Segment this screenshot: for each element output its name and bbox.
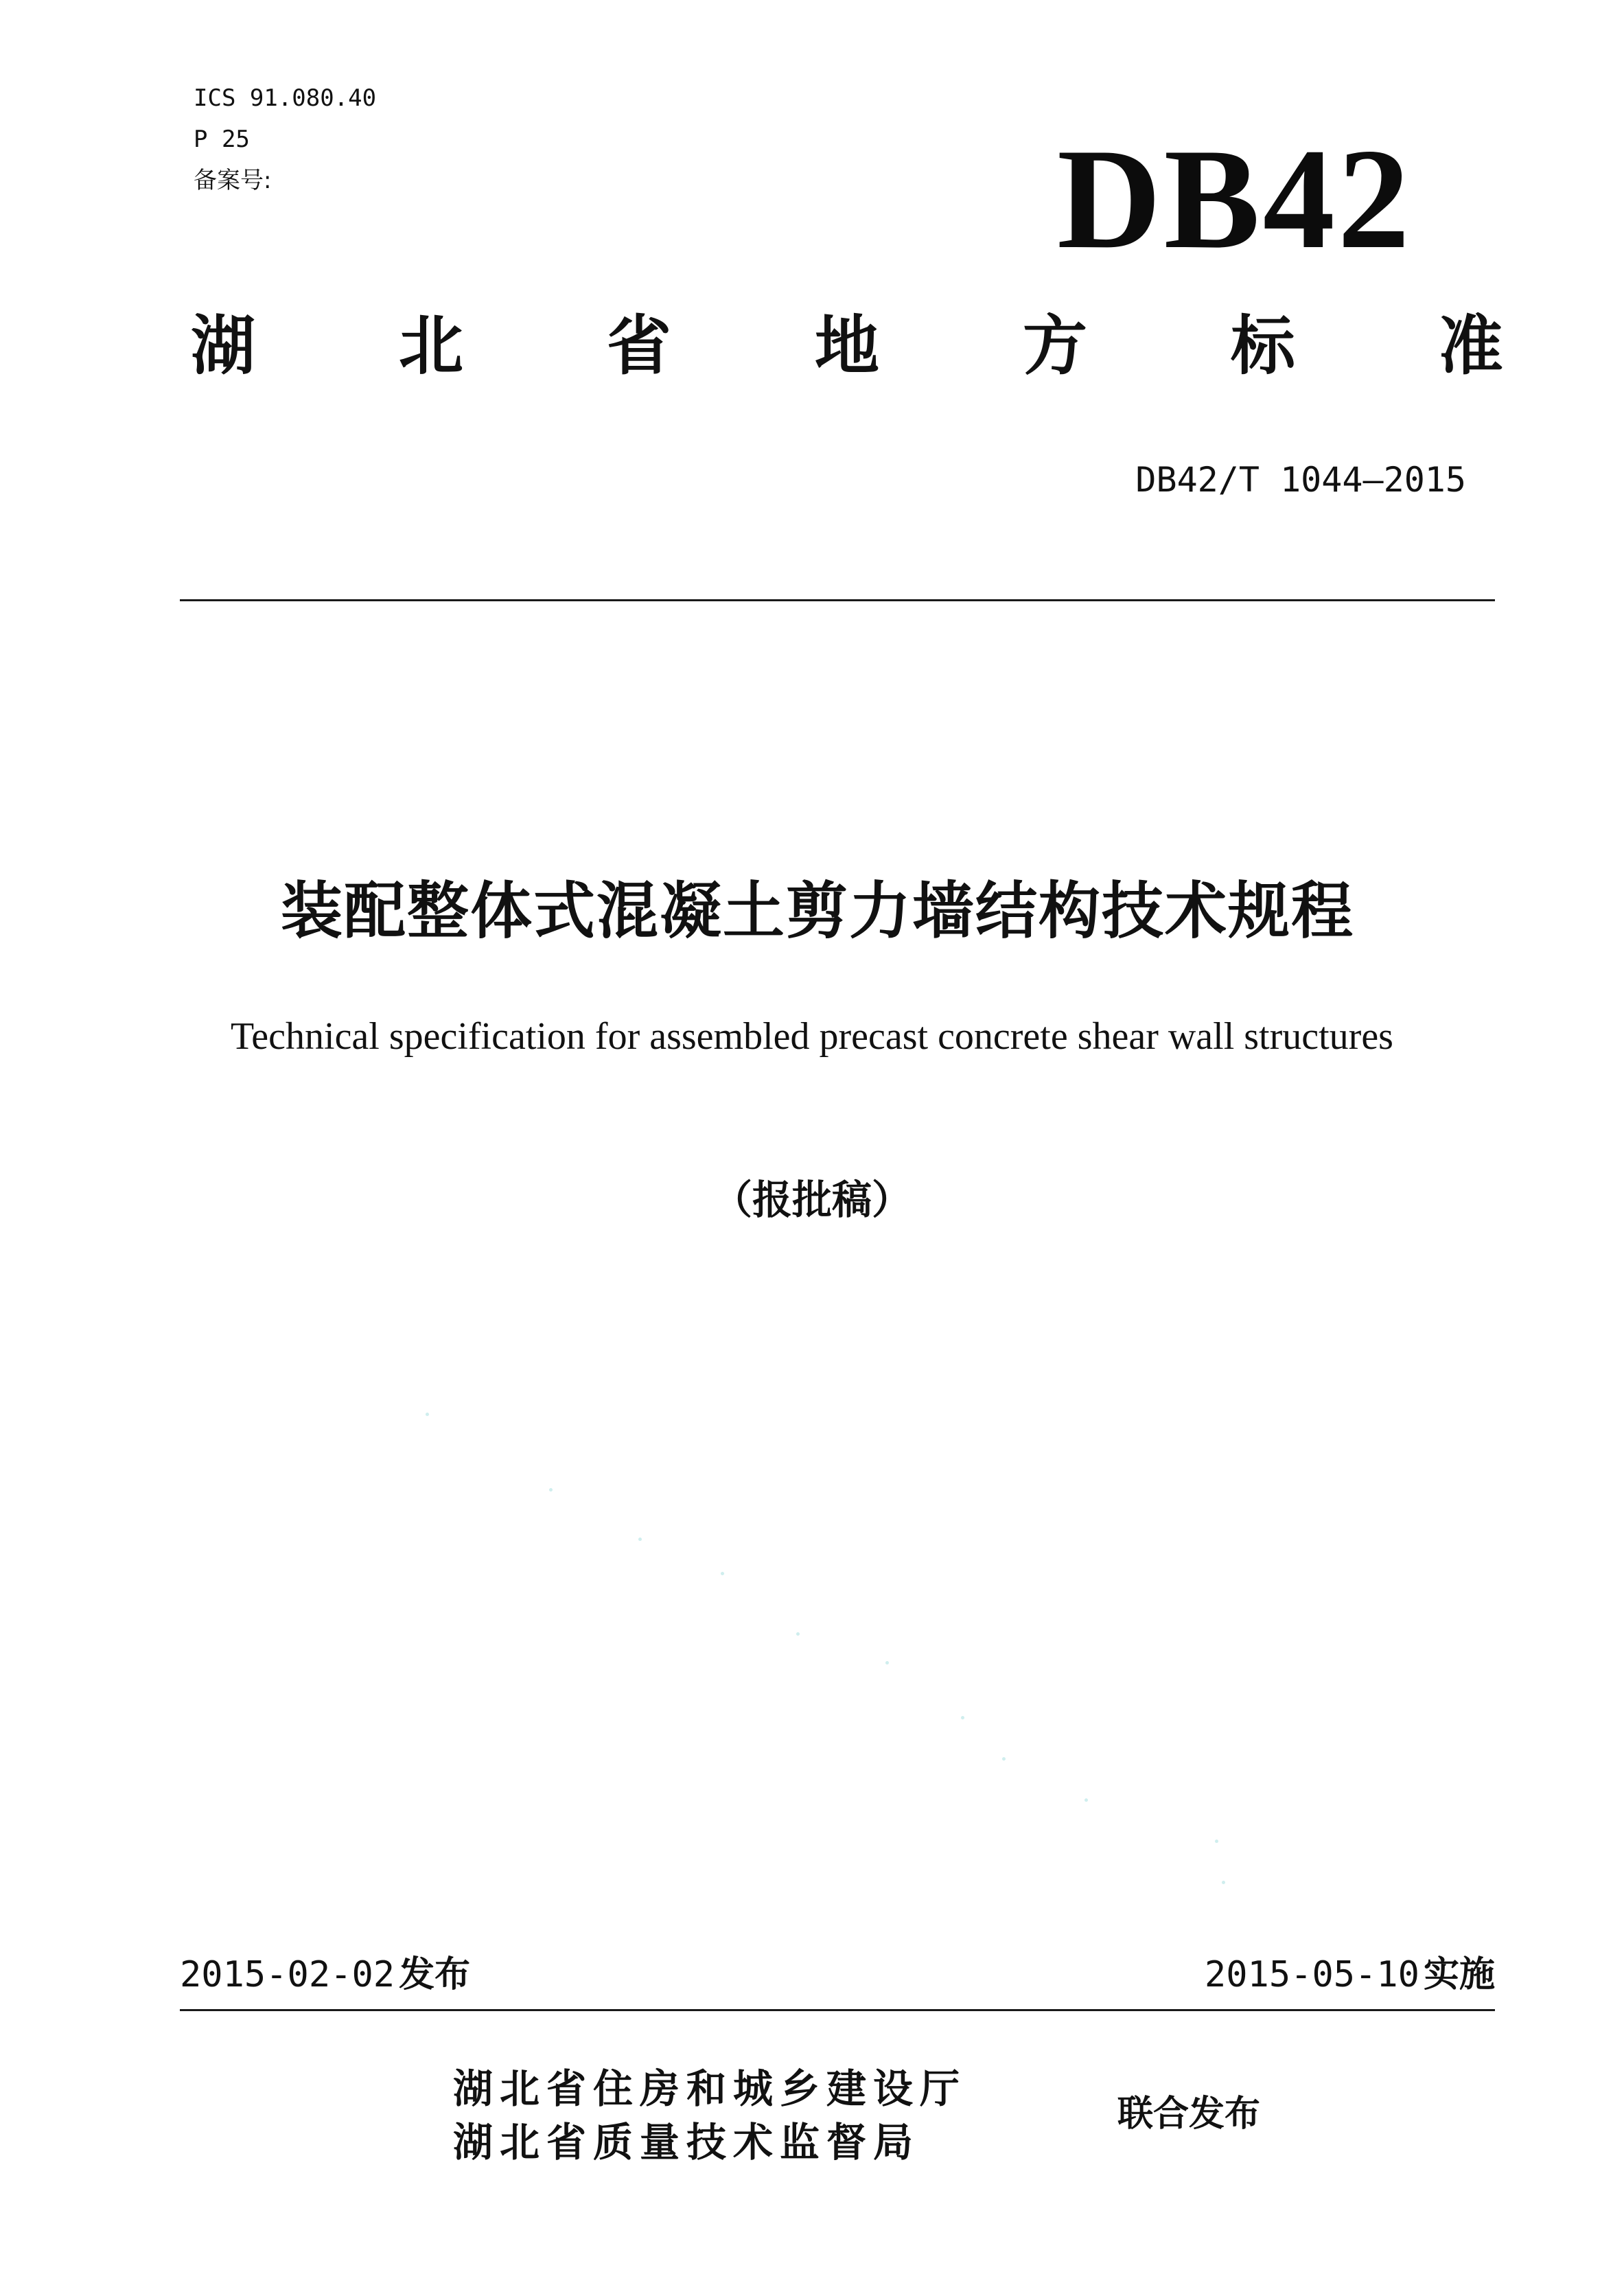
scan-speck: [549, 1488, 553, 1492]
standard-type-char: 北: [398, 309, 463, 384]
standard-type-char: 方: [1022, 309, 1087, 384]
ics-code: ICS 91.080.40: [194, 84, 377, 112]
scan-speck: [1002, 1757, 1006, 1761]
publisher-housing-dept: 湖北省住房和城乡建设厅: [453, 2065, 967, 2112]
implementation-date-value: 2015-05-10: [1204, 1954, 1419, 1995]
standard-type-char: 地: [814, 309, 879, 384]
implementation-date-label: 实施: [1423, 1954, 1495, 1995]
title-english: Technical specification for assembled precast concrete shear wall structures: [231, 1015, 1393, 1058]
standard-type-char: 准: [1438, 309, 1503, 384]
ccs-code: P 25: [194, 126, 250, 153]
bottom-divider: [180, 2009, 1495, 2011]
scan-speck: [1084, 1798, 1088, 1802]
standard-number: DB42/T 1044—2015: [1135, 460, 1466, 500]
filing-number-label: 备案号:: [194, 167, 272, 194]
standard-type: [191, 309, 1503, 384]
draft-status: （报批稿）: [712, 1176, 912, 1223]
standard-type-char: 标: [1230, 309, 1295, 384]
publisher-quality-bureau: 湖北省质量技术监督局: [453, 2119, 920, 2166]
scan-speck: [1215, 1840, 1218, 1843]
issue-date-label: 发布: [399, 1954, 471, 1995]
standard-mark: DB42: [1057, 119, 1413, 279]
scan-speck: [1222, 1881, 1225, 1884]
scan-speck: [638, 1538, 642, 1541]
scan-speck: [426, 1413, 429, 1416]
standard-type-char: 省: [606, 309, 671, 384]
issue-date: [180, 1955, 470, 1995]
title-chinese: 装配整体式混凝土剪力墙结构技术规程: [281, 875, 1354, 947]
joint-issue-label: 联合发布: [1117, 2094, 1261, 2135]
scan-speck: [721, 1572, 724, 1575]
scan-speck: [885, 1661, 889, 1665]
top-divider: [180, 599, 1495, 601]
scan-speck: [796, 1632, 800, 1636]
issue-date-value: 2015-02-02: [180, 1954, 395, 1995]
scan-speck: [961, 1716, 964, 1719]
implementation-date: [1205, 1955, 1495, 1995]
standard-type-char: 湖: [191, 309, 256, 384]
